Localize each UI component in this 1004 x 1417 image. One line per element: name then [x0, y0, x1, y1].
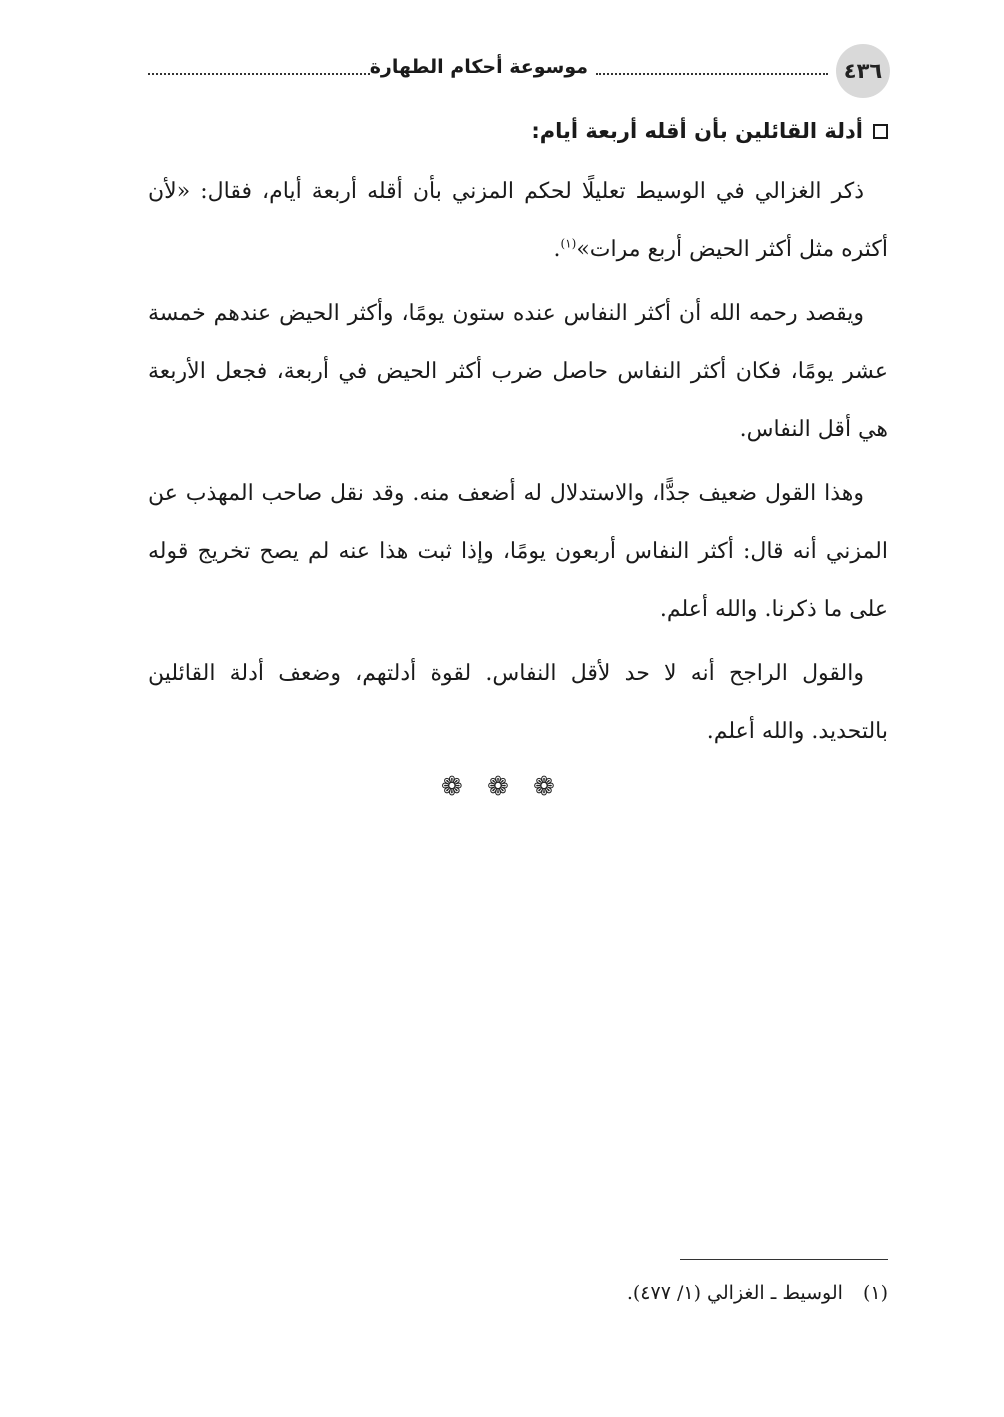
- main-content: [148, 105, 888, 767]
- paragraph-3: وهذا القول ضعيف جدًّا، والاستدلال له أضعف منه. وقد نقل صاحب المهذب عن المزني أنه قال: أكثر النفاس أربعون يومًا، وإذا ثبت هذا عنه لم يصح تخريج قوله على ما ذكرنا. والله أعلم.: [148, 481, 888, 622]
- paragraph-2: ويقصد رحمه الله أن أكثر النفاس عنده ستون يومًا، وأكثر الحيض عندهم خمسة عشر يومًا، فكان أكثر النفاس حاصل ضرب أكثر الحيض في أربعة، فجعل الأربعة هي أقل النفاس.: [148, 301, 888, 442]
- paragraph-4: والقول الراجح أنه لا حد لأقل النفاس. لقوة أدلتهم، وضعف أدلة القائلين بالتحديد. والله أعلم.: [148, 661, 888, 744]
- page-number: ٤٣٦: [836, 44, 890, 98]
- footnote-reference[interactable]: (١): [560, 236, 577, 251]
- header-title: موسوعة أحكام الطهارة: [369, 56, 588, 78]
- footnote-text: الوسيط ـ الغزالي (١/ ٤٧٧).: [626, 1282, 843, 1304]
- page-header: [148, 44, 890, 100]
- section-heading-text: أدلة القائلين بأن أقله أربعة أيام:: [531, 119, 863, 143]
- checkbox-bullet-icon: [873, 124, 888, 139]
- header-dotted-leader-left: [148, 73, 370, 75]
- header-dotted-leader-right: [596, 73, 828, 75]
- footnote-separator: [680, 1259, 888, 1260]
- section-heading: [148, 105, 888, 157]
- paragraph-1-tail: .: [553, 237, 561, 262]
- section-end-ornament: ❁ ❁ ❁: [441, 772, 563, 802]
- paragraph-1-text: ذكر الغزالي في الوسيط تعليلًا لحكم المزني بأن أقله أربعة أيام، فقال: «لأن أكثره مثل أكثر الحيض أربع مرات»: [148, 179, 888, 262]
- paragraph-1: [148, 163, 888, 279]
- footnote: [148, 1278, 888, 1308]
- footnote-number: (١): [862, 1282, 888, 1304]
